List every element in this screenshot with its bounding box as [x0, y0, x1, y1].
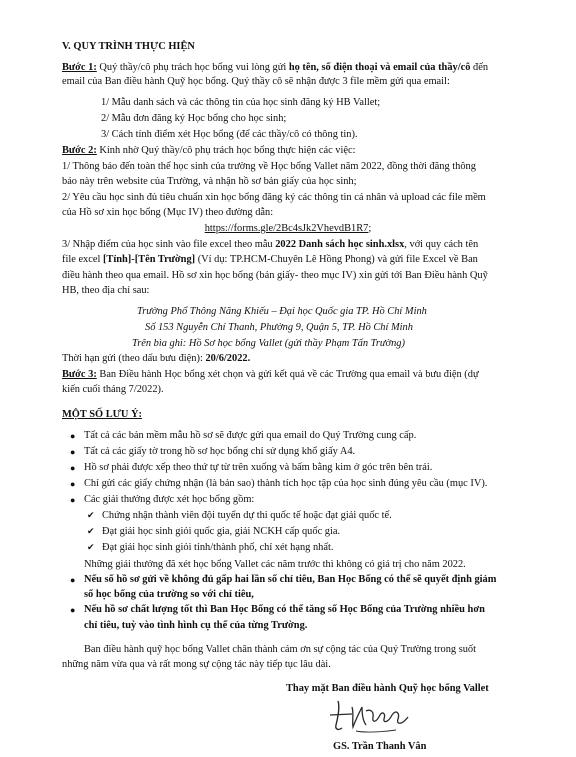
excel-template-name: 2022 Danh sách học sinh.xlsx [275, 239, 405, 250]
bullet-icon: ● [70, 495, 76, 505]
step2-p3-line4: HB, theo địa chỉ sau: [62, 285, 150, 296]
step2-text: Kính nhờ Quý thầy/cô phụ trách học bổng thực hiện các việc: [96, 145, 356, 156]
award-item-3: Đạt giải học sinh giỏi tỉnh/thành phố, chỉ xét hạng nhất. [102, 542, 334, 553]
address-line-1: Trường Phổ Thông Năng Khiếu – Đại học Quốc gia TP. Hồ Chí Minh [137, 306, 427, 317]
past-awards-note: Những giải thưởng đã xét học bổng Vallet các năm trước thì không có giá trị cho năm 2022. [84, 559, 466, 570]
step2-p3-line1 [62, 238, 478, 252]
step2-p1-line2: báo này trên website của Trường, và nhận hồ sơ bản giấy của học sinh; [62, 176, 357, 187]
bullet-icon: ● [70, 431, 76, 441]
bold-note-1-line2: số học bổng của trường so với chỉ tiêu, [84, 589, 254, 600]
step2-p2-line2: của Hồ sơ xin học bổng (Mục IV) theo đường dẫn: [62, 207, 274, 218]
award-item-2: Đạt giải học sinh giỏi quốc gia, giải NCKH cấp quốc gia. [102, 526, 341, 537]
bold-note-1-line1: Nếu số hồ sơ gửi về không đủ gấp hai lần số chỉ tiêu, Ban Học Bổng có thể sẽ quyết định giảm [84, 574, 497, 585]
step2-p3-line3: điều hành theo qua email. Hồ sơ xin học bổng (bản giấy- theo mục IV) xin gửi tới Ban Điều hành Quỹ [62, 270, 488, 281]
bold-note-2-line1: Nếu hồ sơ chất lượng tốt thì Ban Học Bổng có thể tăng số Học Bổng của Trường nhiều hơn [84, 604, 485, 615]
form-link-tail: ; [368, 223, 372, 234]
step2-p3-l2-c: (Ví dụ: TP.HCM-Chuyên Lê Hồng Phong) và gửi file Excel về Ban [195, 254, 478, 265]
file-naming-rule: [Tỉnh]-[Tên Trường] [102, 254, 196, 265]
form-link[interactable]: https://forms.gle/2Bc4sJk2VhevdB1R7 [204, 223, 369, 234]
step1-text-c: đến [470, 62, 489, 73]
note-item-3: Hồ sơ phải được xếp theo thứ tự từ trên xuống và bấm bằng kim ở góc trên bên trái. [84, 462, 433, 473]
signer-name: GS. Trần Thanh Vân [333, 741, 427, 752]
signature-image [326, 695, 416, 737]
step2-p3-line2 [62, 253, 478, 267]
step2-p1-line1: 1/ Thông báo đến toàn thể học sinh của trường về Học bổng Vallet năm 2022, đồng thời đăng thông [62, 161, 476, 172]
step2-line1 [62, 144, 356, 158]
bullet-icon: ● [70, 605, 76, 615]
step2-p3-text-a: 3/ Nhập điểm của học sinh vào file excel theo mẫu [62, 239, 276, 250]
step1-item-2: 2/ Mẫu đơn đăng ký Học bổng cho học sinh; [101, 113, 287, 124]
bullet-icon: ● [70, 575, 76, 585]
step2-p2-line1: 2/ Yêu cầu học sinh đủ tiêu chuẩn xin học bổng đăng ký các thông tin cá nhân và upload các file mềm [62, 192, 486, 203]
form-link-row [0, 222, 576, 236]
step1-item-3: 3/ Cách tính điểm xét Học bổng (để các thầy/cô có thông tin). [101, 129, 358, 140]
step1-text-a: Quý thầy/cô phụ trách học bổng vui lòng gửi [96, 62, 289, 73]
step2-label: Bước 2: [62, 145, 97, 156]
note-item-1: Tất cả các bản mềm mẫu hồ sơ sẽ được gửi qua email do Quý Trường cung cấp. [84, 430, 417, 441]
closing-line2: những năm vừa qua và rất mong sự cộng tác này tiếp tục lâu dài. [62, 659, 331, 670]
bullet-icon: ● [70, 479, 76, 489]
step2-p3-text-c: , với quy cách tên [404, 239, 479, 250]
note-item-5: Các giải thưởng được xét học bổng gồm: [84, 494, 255, 505]
step1-line2: email của Ban điều hành Quỹ học bổng. Quý thầy cô sẽ nhận được 3 file mềm gửi qua email: [62, 76, 450, 87]
step3-label: Bước 3: [62, 369, 97, 380]
step1-line1 [62, 61, 488, 75]
deadline-line [62, 352, 250, 366]
bullet-icon: ● [70, 463, 76, 473]
check-icon: ✔ [87, 542, 95, 552]
note-item-4: Chỉ gửi các giấy chứng nhận (là bản sao) thành tích học tập của học sinh đúng yêu cầu (mục IV). [84, 478, 488, 489]
check-icon: ✔ [87, 510, 95, 520]
closing-line1: Ban điều hành quỹ học bổng Vallet chân thành cám ơn sự cộng tác của Quý Trường trong suốt [84, 644, 477, 655]
bold-note-2-line2: chỉ tiêu, tuỳ vào tình hình cụ thể của từng Trường. [84, 620, 308, 631]
deadline-date: 20/6/2022. [205, 353, 251, 364]
address-line-2: Số 153 Nguyễn Chí Thanh, Phường 9, Quận 5, TP. Hồ Chí Minh [145, 322, 413, 333]
notes-title: MỘT SỐ LƯU Ý: [62, 409, 142, 420]
step3-line2: kiến cuối tháng 7/2022). [62, 384, 164, 395]
deadline-label: Thời hạn gửi (theo dấu bưu điện): [62, 353, 206, 364]
step3-text: Ban Điều hành Học bổng xét chọn và gửi kết quả về các Trường qua email và bưu điện (dự [96, 369, 479, 380]
on-behalf-line: Thay mặt Ban điều hành Quỹ học bổng Vallet [286, 683, 489, 694]
step1-text-b: họ tên, số điện thoại và email của thầy/cô [288, 62, 471, 73]
step1-label: Bước 1: [62, 62, 97, 73]
step1-item-1: 1/ Mẫu danh sách và các thông tin của học sinh đăng ký HB Vallet; [101, 97, 381, 108]
note-item-2: Tất cả các giấy tờ trong hồ sơ học bổng chỉ sử dụng khổ giấy A4. [84, 446, 356, 457]
step2-p3-l2-a: file excel [62, 254, 103, 265]
address-line-3: Trên bìa ghi: Hồ Sơ học bổng Vallet (gửi thầy Phạm Tấn Trường) [132, 338, 405, 349]
award-item-1: Chứng nhận thành viên đội tuyển dự thi quốc tế hoặc đạt giải quốc tế. [102, 510, 392, 521]
section-title: V. QUY TRÌNH THỰC HIỆN [62, 41, 195, 52]
step3-line1 [62, 368, 479, 382]
check-icon: ✔ [87, 526, 95, 536]
bullet-icon: ● [70, 447, 76, 457]
